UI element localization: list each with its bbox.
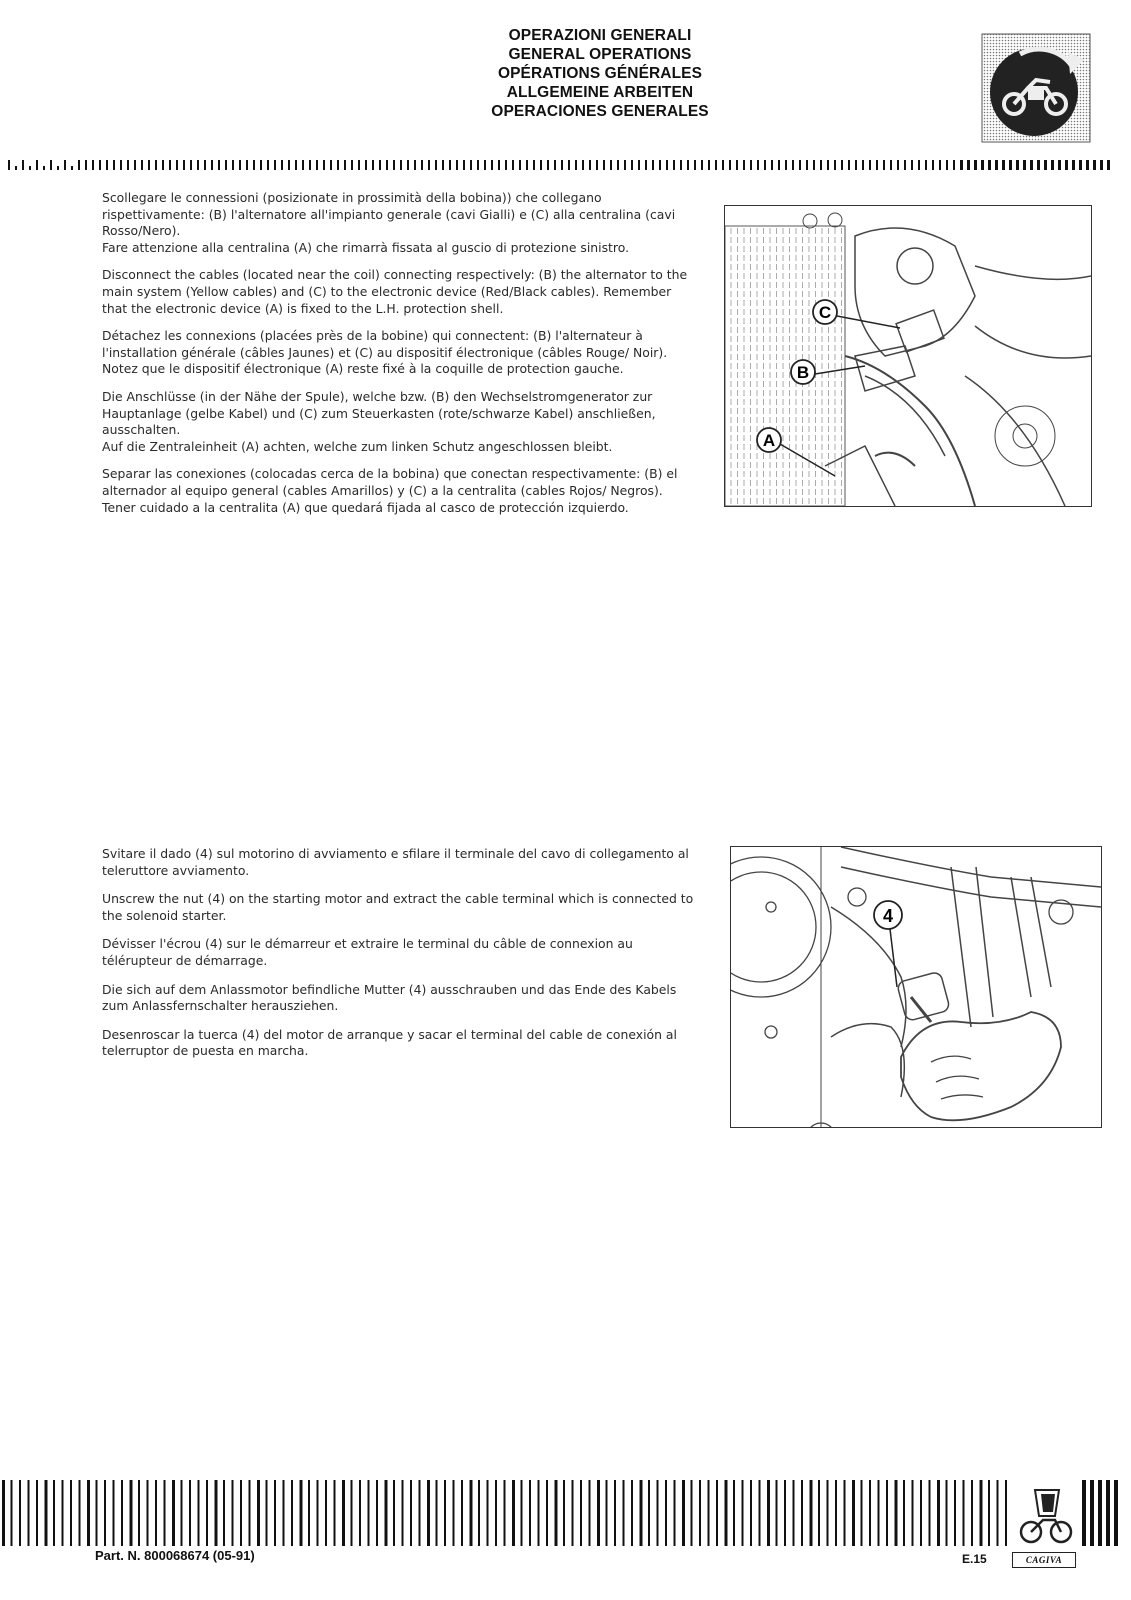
- paragraph-italian: Scollegare le connessioni (posizionate in prossimità della bobina)) che collegano rispettivamente: (B) l'alternatore all'impianto generale (cavi Gialli) e (C) alla centralina (cavi Rosso/Nero). Fare attenzione alla centralina (A) che rimarrà fissata al guscio di protezione sinistro.: [102, 190, 676, 255]
- figure-electrical-connectors: [724, 205, 1092, 507]
- title-spanish: OPERACIONES GENERALES: [491, 103, 709, 120]
- paragraph-english: Disconnect the cables (located near the coil) connecting respectively: (B) the alternator to the main system (Yellow cables) and (C) to the electronic device (Red/Black cables). Remember that the electronic device (A) is fixed to the L.H. protection shell.: [102, 267, 688, 316]
- section2-text: [102, 846, 698, 1072]
- figure-label-4: 4: [882, 906, 894, 926]
- page-number: E.15: [962, 1552, 987, 1566]
- figure-label-b: B: [796, 363, 810, 382]
- paragraph-french: Détachez les connexions (placées près de la bobine) qui connectent: (B) l'alternateur à l'installation générale (câbles Jaunes) et (C) au dispositif électronique (câbles Rouge/ Noir). Notez que le dispositif électronique (A) reste fixé à la coquille de protection gauche.: [102, 328, 668, 377]
- decorative-tick-row: [8, 160, 1110, 172]
- title-french: OPÉRATIONS GÉNÉRALES: [497, 65, 703, 82]
- part-number: Part. N. 800068674 (05-91): [95, 1548, 255, 1563]
- paragraph-german: Die Anschlüsse (in der Nähe der Spule), welche bzw. (B) den Wechselstromgenerator zur Hauptanlage (gelbe Kabel) und (C) zum Steuerkasten (rote/schwarze Kabel) anschließen, ausschalten. Auf die Zentraleinheit (A) achten, welche zum linken Schutz angeschlossen bleibt.: [102, 388, 656, 454]
- paragraph-french: Dévisser l'écrou (4) sur le démarreur et extraire le terminal du câble de connexion au télérupteur de démarrage.: [102, 936, 633, 968]
- paragraph-spanish: Separar las conexiones (colocadas cerca de la bobina) que conectan respectivamente: (B) el alternador al equipo general (cables Amarillos) y (C) a la centralita (cables Rojos/ Negros). Tener cuidado a la centralita (A) que quedará fijada al casco de protección izquierdo.: [102, 466, 678, 515]
- figure-label-a: A: [762, 431, 776, 450]
- figure-label-c: C: [818, 303, 832, 322]
- title-english: GENERAL OPERATIONS: [508, 46, 692, 63]
- paragraph-italian: Svitare il dado (4) sul motorino di avviamento e sfilare il terminale del cavo di collegamento al teleruttore avviamento.: [102, 846, 689, 878]
- motorcycle-rider-icon: [1015, 1486, 1077, 1548]
- paragraph-german: Die sich auf dem Anlassmotor befindliche Mutter (4) ausschrauben und das Ende des Kabels zum Anlassfernschalter herausziehen.: [102, 981, 677, 1014]
- title-italian: OPERAZIONI GENERALI: [508, 27, 692, 44]
- brand-logo: CAGIVA: [1012, 1552, 1076, 1568]
- decorative-footer-bars: [0, 1480, 1131, 1550]
- title-german: ALLGEMEINE ARBEITEN: [506, 84, 694, 101]
- section1-text: [102, 190, 698, 527]
- header-titles: [450, 26, 750, 121]
- paragraph-english: Unscrew the nut (4) on the starting motor and extract the cable terminal which is connected to the solenoid starter.: [102, 891, 694, 923]
- motorcycle-rotate-arrow-icon: [980, 30, 1092, 146]
- figure-starter-motor: [730, 846, 1102, 1128]
- paragraph-spanish: Desenroscar la tuerca (4) del motor de arranque y sacar el terminal del cable de conexión al telerruptor de puesta en marcha.: [102, 1026, 677, 1059]
